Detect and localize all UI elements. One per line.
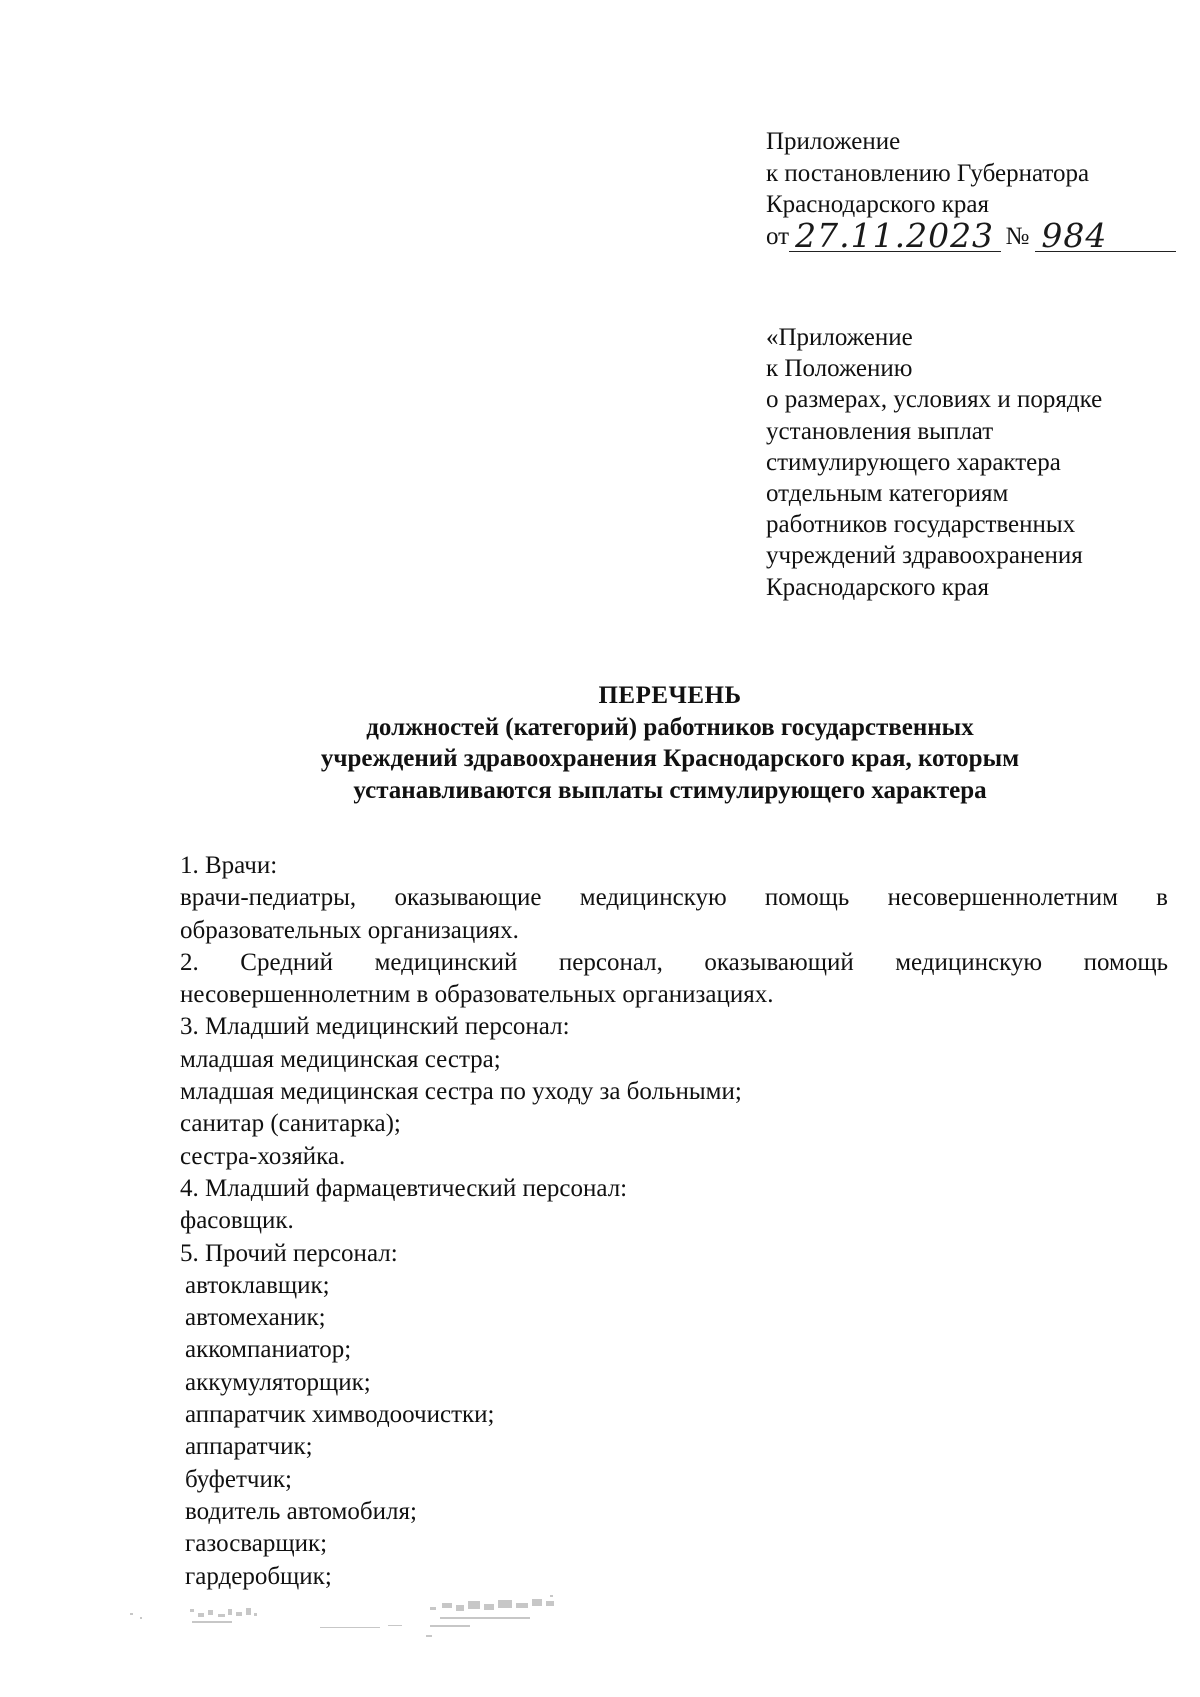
list-item: автоклавщик; (185, 1271, 330, 1299)
list-item: буфетчик; (185, 1465, 292, 1493)
list-item: младшая медицинская сестра; (180, 1045, 501, 1073)
item-4-heading: 4. Младший фармацевтический персонал: (180, 1174, 628, 1202)
position-line-3: о размерах, условиях и порядке (766, 386, 1103, 414)
list-item: аппаратчик химводоочистки; (185, 1401, 495, 1429)
appendix-header (766, 126, 1176, 255)
list-item: автомеханик; (185, 1304, 326, 1332)
position-line-7: работников государственных (766, 511, 1076, 539)
position-line-8: учреждений здравоохранения (766, 542, 1083, 570)
list-item: гардеробщик; (185, 1562, 332, 1590)
item-3-heading: 3. Младший медицинский персонал: (180, 1013, 570, 1041)
document-body (180, 850, 1168, 1593)
appendix-line-2: к постановлению Губернатора (766, 159, 1090, 187)
scan-artifact-marks (130, 1595, 690, 1655)
title-sub-line-1: должностей (категорий) работников государственных (366, 713, 974, 741)
list-item: сестра-хозяйка. (180, 1142, 346, 1170)
position-line-4: установления выплат (766, 417, 994, 445)
list-item: аккумуляторщик; (185, 1368, 371, 1396)
position-line-5: стимулирующего характера (766, 448, 1061, 476)
list-item: аккомпаниатор; (185, 1336, 352, 1364)
date-prefix: от (766, 222, 790, 250)
list-item: аппаратчик; (185, 1433, 313, 1461)
item-2-text: 2. Средний медицинский персонал, оказывающий медицинскую помощь несовершеннолетним в образовательных организациях. (180, 948, 1168, 1009)
title-sub-line-2: учреждений здравоохранения Краснодарского края, которым (320, 745, 1020, 772)
position-line-1: «Приложение (766, 324, 913, 351)
position-line-6: отдельным категориям (766, 480, 1009, 508)
position-line-9: Краснодарского края (766, 573, 989, 601)
position-appendix-header (766, 322, 1176, 603)
number-sign: № (1005, 222, 1030, 250)
item-1-heading: 1. Врачи: (180, 852, 278, 879)
list-item: санитар (санитарка); (180, 1110, 401, 1138)
document-title (180, 680, 1160, 806)
position-line-2: к Положению (766, 355, 913, 383)
title-main: ПЕРЕЧЕНЬ (598, 682, 742, 709)
item-5-heading: 5. Прочий персонал: (180, 1239, 398, 1267)
list-item: газосварщик; (185, 1530, 328, 1558)
handwritten-date: 27.11.2023 (789, 221, 1001, 252)
appendix-line-1: Приложение (766, 128, 901, 155)
title-sub-line-3: устанавливаются выплаты стимулирующего характера (353, 776, 987, 804)
handwritten-number: 984 (1035, 221, 1176, 252)
list-item: младшая медицинская сестра по уходу за больными; (180, 1078, 742, 1106)
appendix-date-line (766, 216, 1176, 255)
item-1-text: врачи-педиатры, оказывающие медицинскую помощь несовершеннолетним в образовательных организациях. (180, 884, 1168, 944)
appendix-line-3: Краснодарского края (766, 191, 989, 218)
list-item: водитель автомобиля; (185, 1497, 417, 1525)
list-item: фасовщик. (180, 1207, 294, 1235)
